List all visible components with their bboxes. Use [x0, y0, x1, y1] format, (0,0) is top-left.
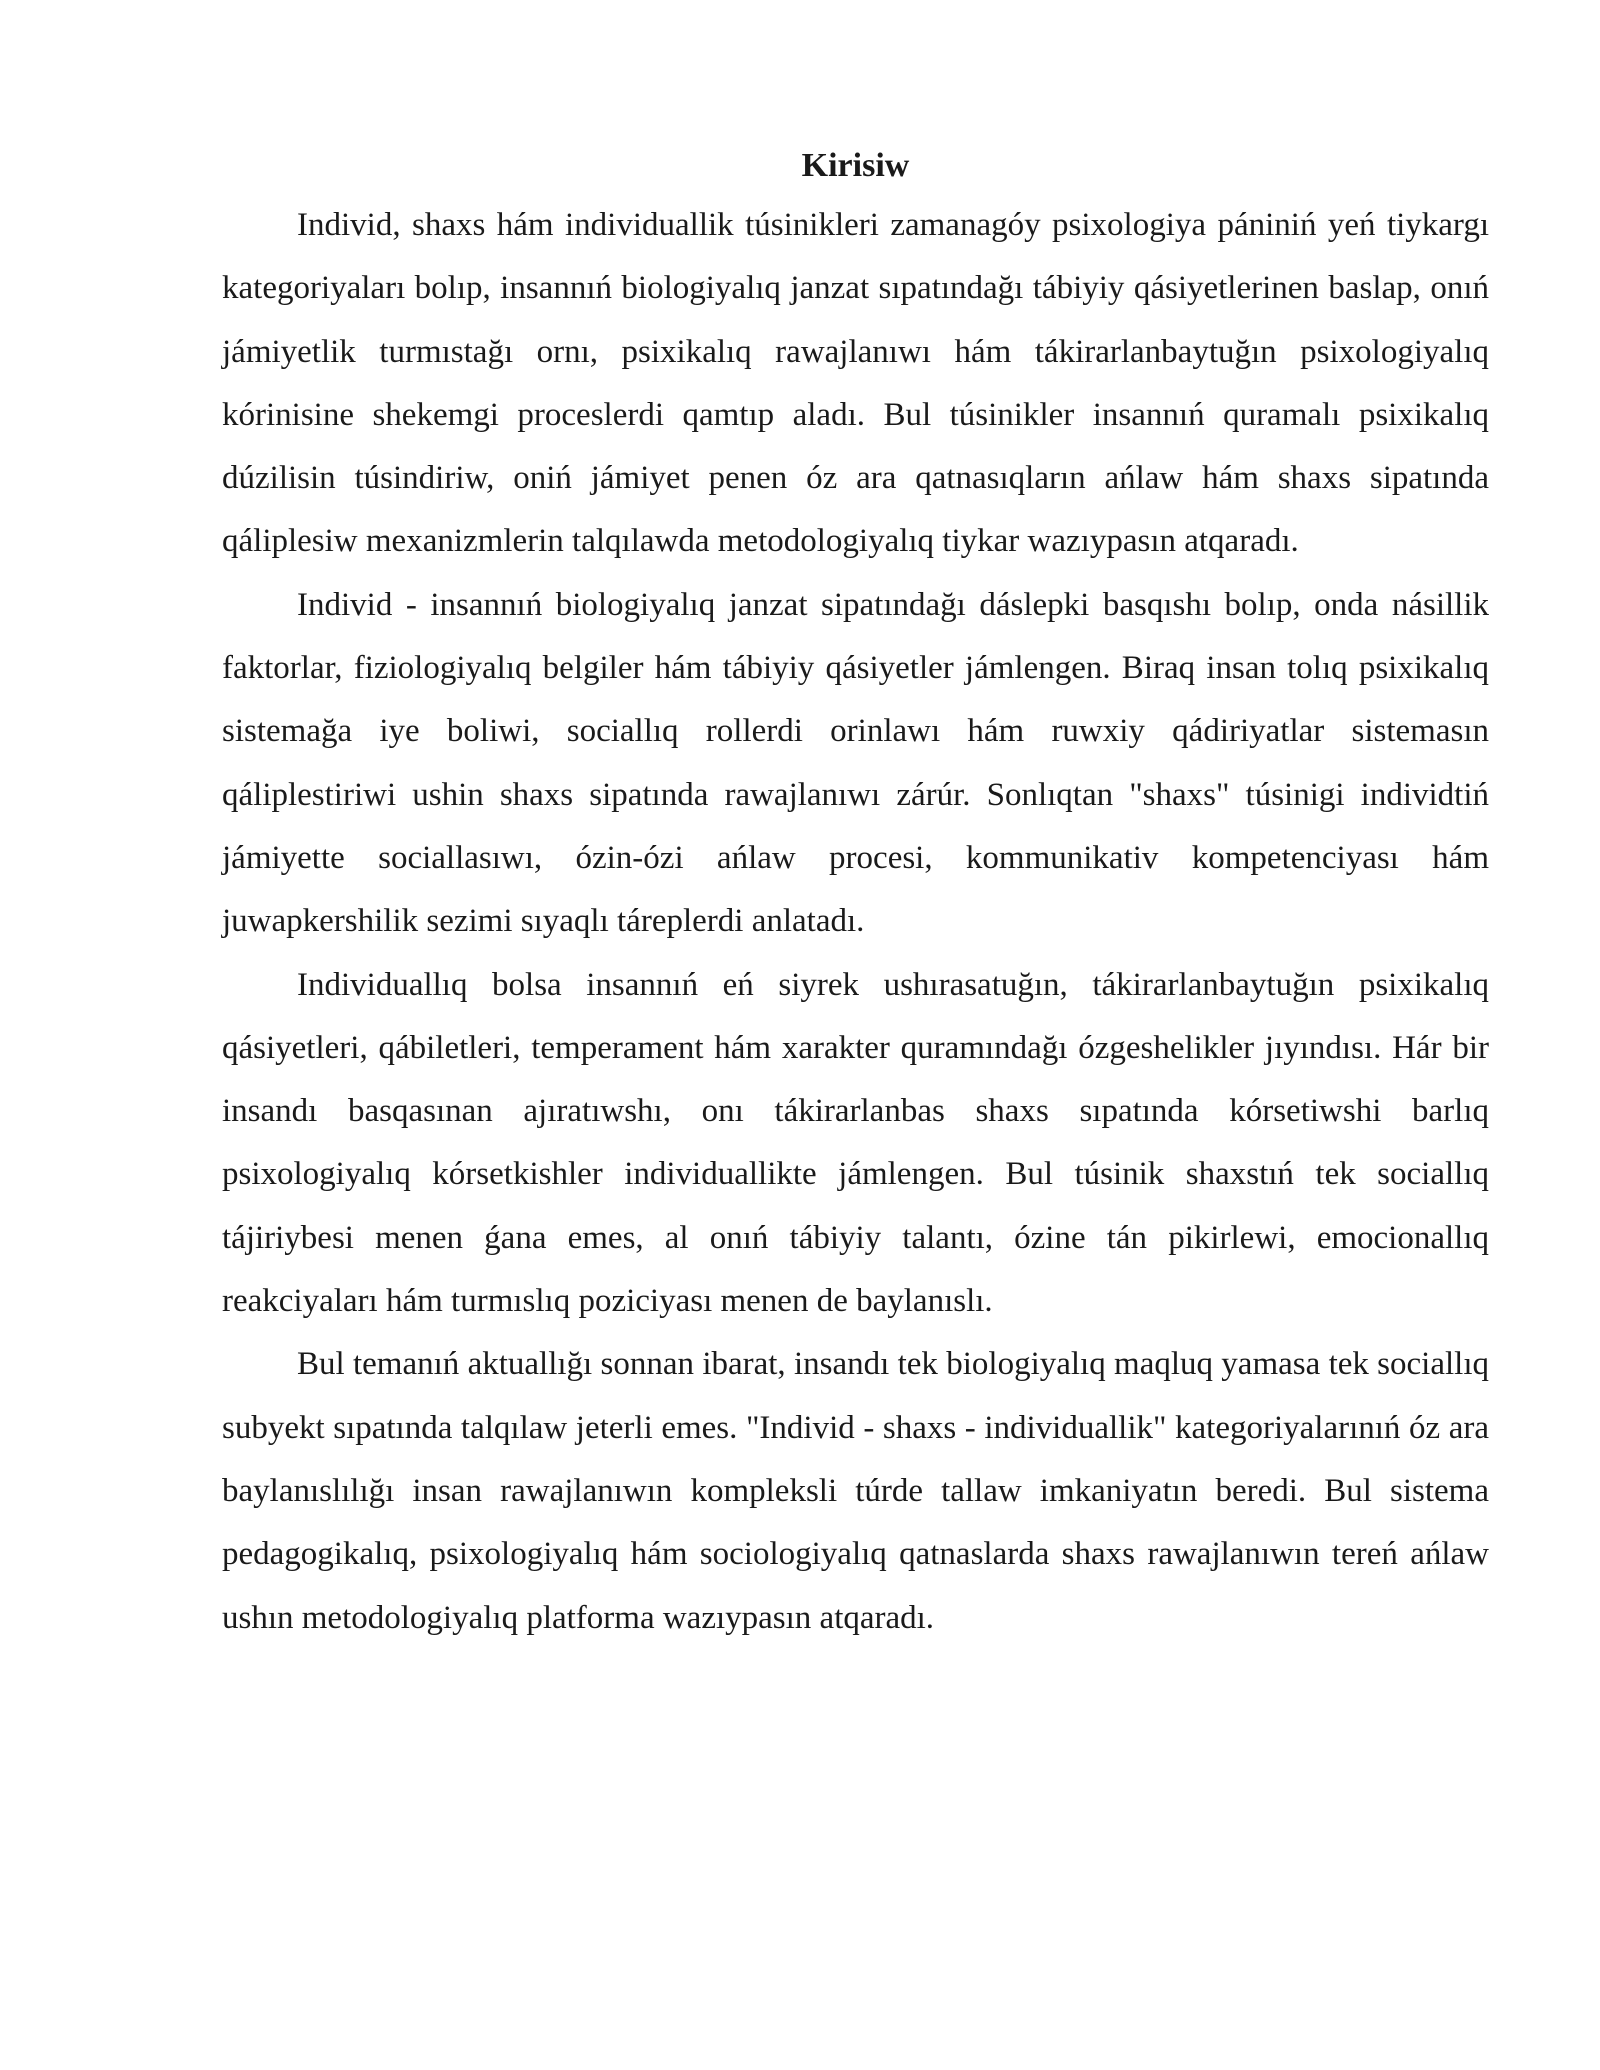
paragraph-intro: Individ, shaxs hám individuallik túsinikleri zamanagóy psixologiya pániniń yeń tiykargı kategoriyaları bolıp, insannıń biologiyalıq janzat sıpatındağı tábiyiy qásiyetlerinen baslap, onıń jámiyetlik turmıstağı ornı, psixikalıq rawajlanıwı hám tákirarlanbaytuğın psixologiyalıq kórinisine shekemgi proceslerdi qamtıp aladı. Bul túsinikler insannıń quramalı psixikalıq dúzilisin túsindiriw, oniń jámiyet penen óz ara qatnasıqların ańlaw hám shaxs sipatında qáliplesiw mexanizmlerin talqılawda metodologiyalıq tiykar wazıypasın atqaradı. [222, 207, 1489, 560]
paragraph-individ: Individ - insannıń biologiyalıq janzat sipatındağı dáslepki basqıshı bolıp, onda násillik faktorlar, fiziologiyalıq belgiler hám tábiyiy qásiyetler jámlengen. Biraq insan tolıq psixikalıq sistemağa iye boliwi, sociallıq rollerdi orinlawı hám ruwxiy qádiriyatlar sistemasın qáliplestiriwi ushin shaxs sipatında rawajlanıwı zárúr. Sonlıqtan "shaxs" túsinigi individtiń jámiyette sociallasıwı, ózin-ózi ańlaw procesi, kommunikativ kompetenciyası hám juwapkershilik sezimi sıyaqlı táreplerdi anlatadı. [222, 586, 1489, 940]
document-body [222, 142, 1489, 1650]
paragraph-individuality: Individuallıq bolsa insannıń eń siyrek ushırasatuğın, tákirarlanbaytuğın psixikalıq qásiyetleri, qábiletleri, temperament hám xarakter quramındağı ózgeshelikler jıyındısı. Hár bir insandı basqasınan ajıratıwshı, onı tákirarlanbas shaxs sıpatında kórsetiwshi barlıq psixologiyalıq kórsetkishler individuallikte jámlengen. Bul túsinik shaxstıń tek sociallıq tájiriybesi menen ǵana emes, al onıń tábiyiy talantı, ózine tán pikirlewi, emocionallıq reakciyaları hám turmıslıq poziciyası menen de baylanıslı. [222, 966, 1489, 1320]
section-title: Kirisiw [801, 147, 910, 184]
paragraph-relevance: Bul temanıń aktuallığı sonnan ibarat, insandı tek biologiyalıq maqluq yamasa tek sociallıq subyekt sıpatında talqılaw jeterli emes. "Individ - shaxs - individuallik" kategoriyalarınıń óz ara baylanıslılığı insan rawajlanıwın kompleksli túrde tallaw imkaniyatın beredi. Bul sistema pedagogikalıq, psixologiyalıq hám sociologiyalıq qatnaslarda shaxs rawajlanıwın tereń ańlaw ushın metodologiyalıq platforma wazıypasın atqaradı. [222, 1346, 1489, 1636]
